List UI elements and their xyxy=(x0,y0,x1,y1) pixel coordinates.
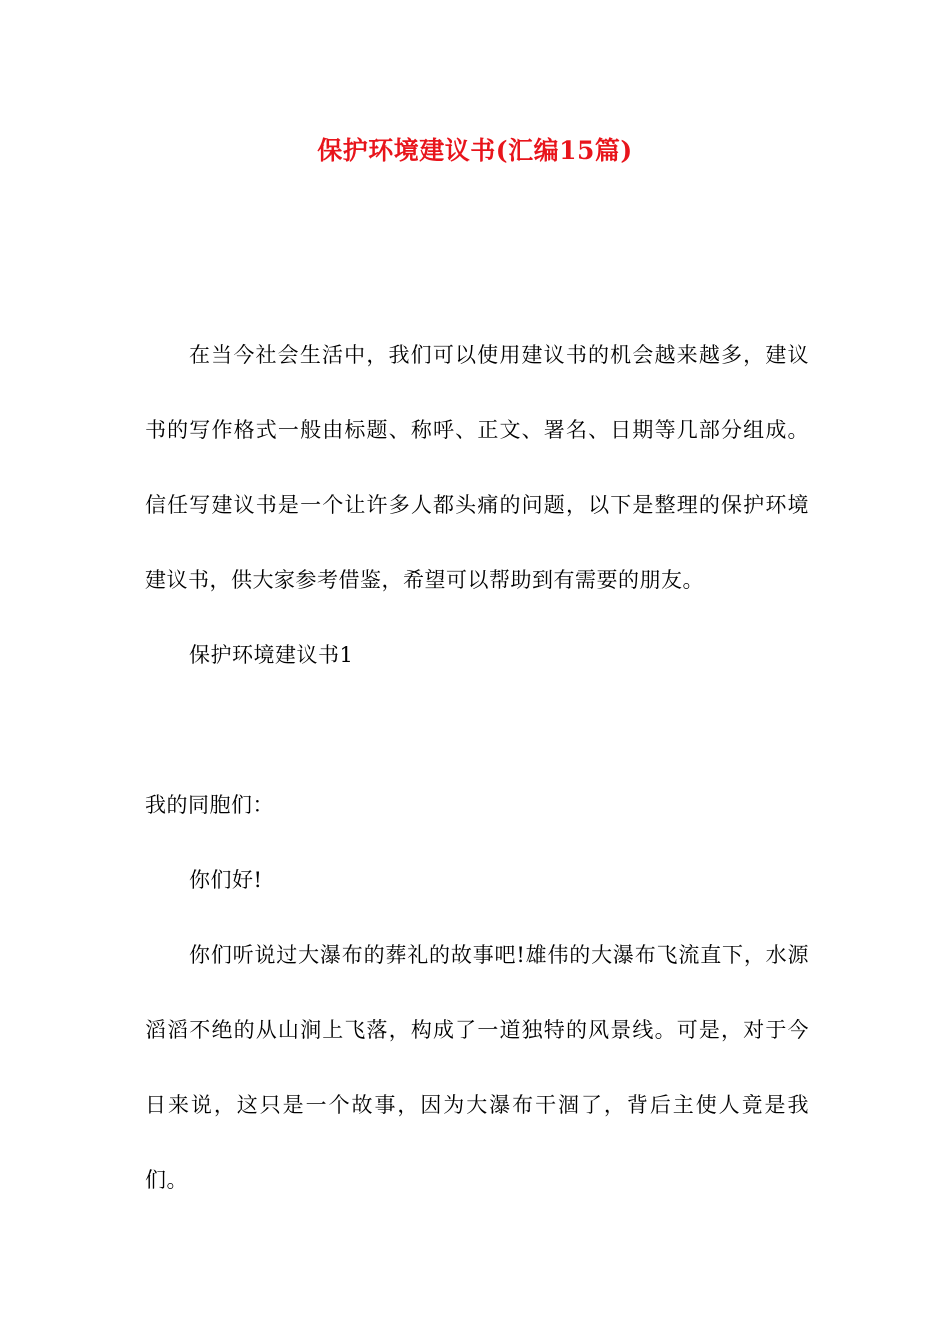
intro-paragraph: 在当今社会生活中，我们可以使用建议书的机会越来越多，建议书的写作格式一般由标题、称呼、正文、署名、日期等几部分组成。信任写建议书是一个让许多人都头痛的问题，以下是整理的保护环境建议书，供大家参考借鉴，希望可以帮助到有需要的朋友。 xyxy=(145,343,809,592)
blank-line xyxy=(145,693,809,768)
body-paragraph-1: 你们听说过大瀑布的葬礼的故事吧!雄伟的大瀑布飞流直下，水源滔滔不绝的从山涧上飞落，构成了一道独特的风景线。可是，对于今日来说，这只是一个故事，因为大瀑布干涸了，背后主使人竟是我们。 xyxy=(145,943,809,1192)
document-body xyxy=(145,318,809,1218)
section-heading: 保护环境建议书1 xyxy=(189,643,354,667)
greeting: 你们好! xyxy=(189,868,263,892)
salutation: 我的同胞们： xyxy=(145,793,274,817)
document-title: 保护环境建议书(汇编15篇) xyxy=(317,136,633,165)
